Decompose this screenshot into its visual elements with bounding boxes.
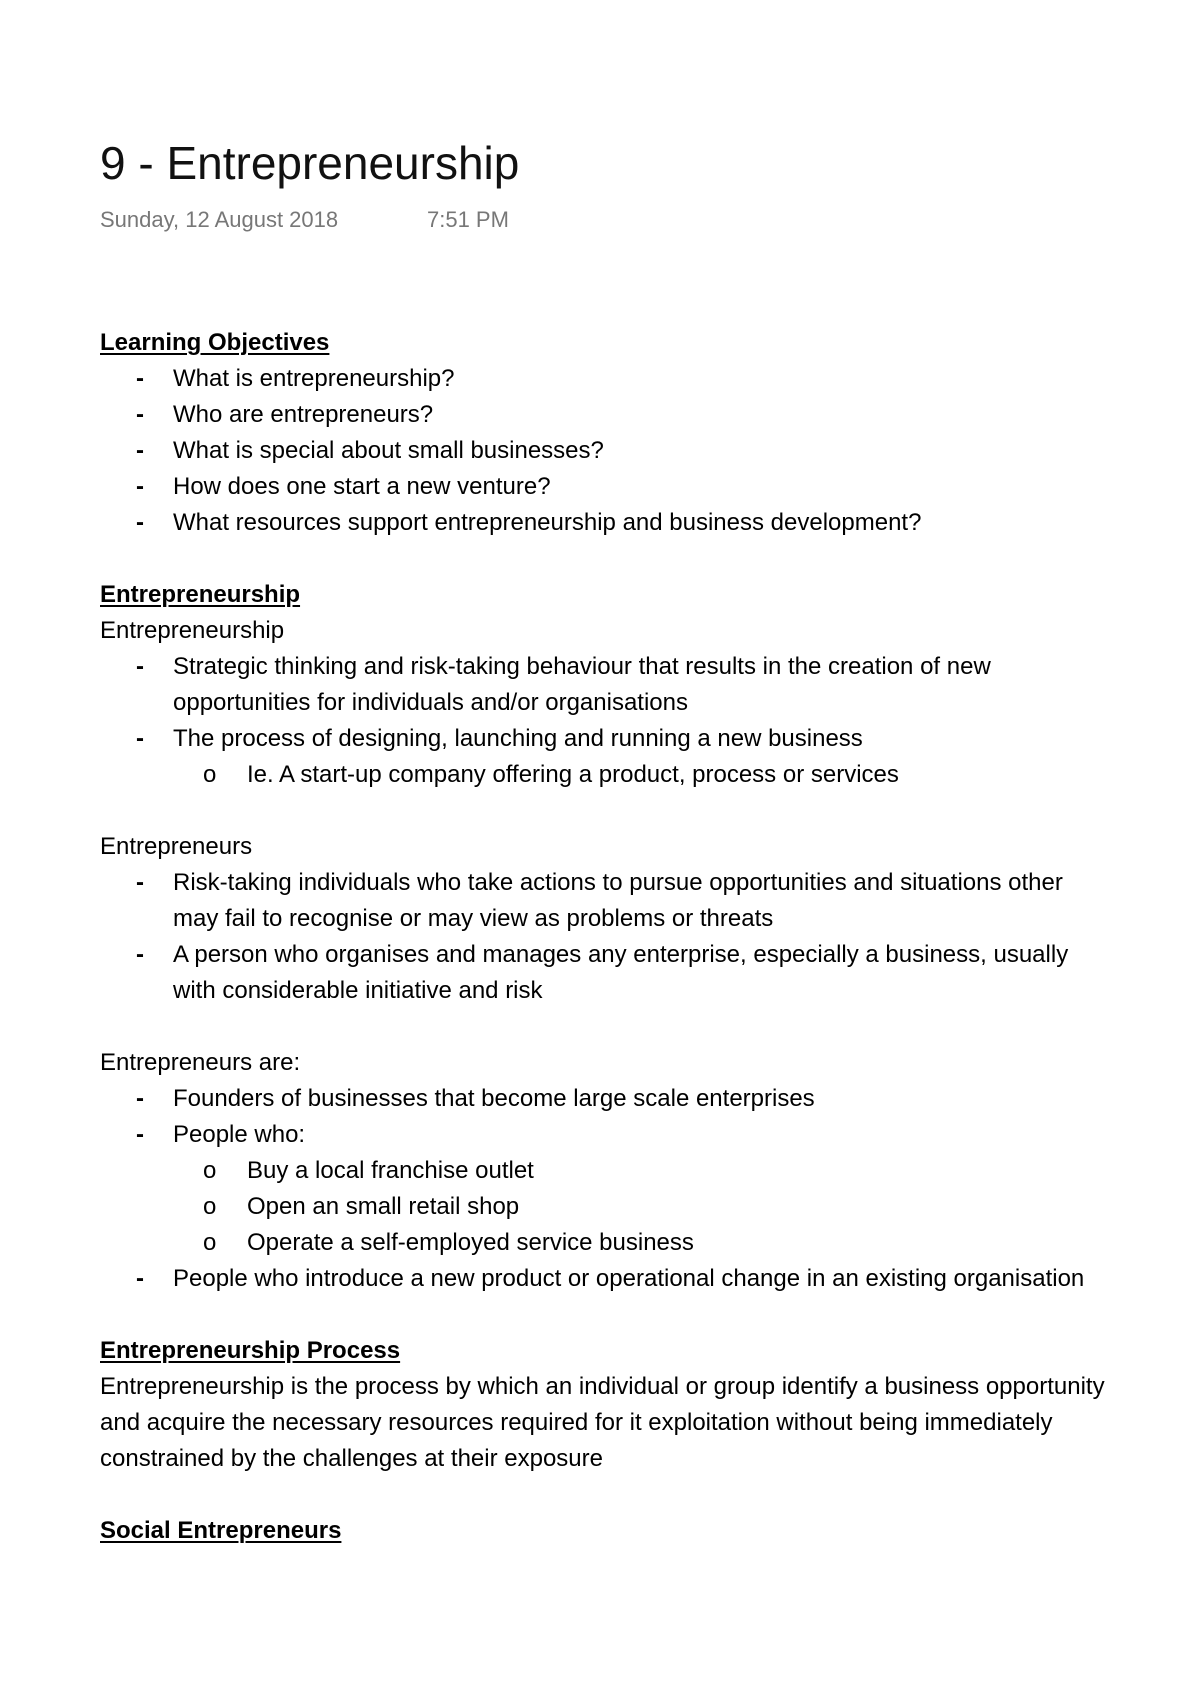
dash-bullet: - (136, 869, 144, 896)
subheading-entrepreneurship: Entrepreneurship (100, 617, 285, 644)
dash-bullet: - (136, 365, 144, 392)
entrepreneurship-list (100, 649, 1110, 793)
entrepreneurs-list (100, 865, 1110, 1009)
dash-bullet: - (136, 725, 144, 752)
note-date: Sunday, 12 August 2018 (100, 207, 339, 232)
sublist-item: o Open an small retail shop (247, 1189, 1110, 1225)
list-item: - Founders of businesses that become large scale enterprises (173, 1081, 1110, 1117)
circle-bullet: o (203, 761, 217, 788)
note-timestamp (100, 205, 509, 235)
learning-objectives-list (100, 361, 1110, 541)
list-item: - People who: o Buy a local franchise outlet o Open an small retail shop o Operate a self-employed service business (173, 1117, 1110, 1261)
spacer (100, 541, 1110, 577)
list-item: - What is entrepreneurship? (173, 361, 1110, 397)
entrepreneurs-are-list (100, 1081, 1110, 1297)
circle-bullet: o (203, 1157, 217, 1184)
page-title: 9 - Entrepreneurship (100, 137, 520, 189)
list-item: - What is special about small businesses? (173, 433, 1110, 469)
list-item: - A person who organises and manages any enterprise, especially a business, usually with considerable initiative and risk (173, 937, 1110, 1009)
dash-bullet: - (136, 1121, 144, 1148)
note-time: 7:51 PM (427, 207, 509, 232)
spacer (100, 1297, 1110, 1333)
subheading-entrepreneurs: Entrepreneurs (100, 833, 253, 860)
spacer (100, 793, 1110, 829)
dash-bullet: - (136, 437, 144, 464)
process-paragraph: Entrepreneurship is the process by which an individual or group identify a business opportunity and acquire the necessary resources required for it exploitation without being immediately constrained by the challenges at their exposure (100, 1373, 1105, 1472)
circle-bullet: o (203, 1229, 217, 1256)
dash-bullet: - (136, 401, 144, 428)
spacer (100, 1009, 1110, 1045)
sublist-item: o Operate a self-employed service business (247, 1225, 1110, 1261)
dash-bullet: - (136, 941, 144, 968)
section-heading-entrepreneurship: Entrepreneurship (100, 581, 301, 608)
note-body (100, 325, 1110, 1549)
dash-bullet: - (136, 473, 144, 500)
section-heading-learning-objectives: Learning Objectives (100, 329, 330, 356)
list-item: - Strategic thinking and risk-taking behaviour that results in the creation of new opportunities for individuals and/or organisations (173, 649, 1110, 721)
dash-bullet: - (136, 653, 144, 680)
dash-bullet: - (136, 509, 144, 536)
circle-bullet: o (203, 1193, 217, 1220)
list-item: - The process of designing, launching and running a new business o Ie. A start-up company offering a product, process or services (173, 721, 1110, 793)
people-who-sublist (173, 1153, 1110, 1261)
section-heading-process: Entrepreneurship Process (100, 1337, 401, 1364)
section-heading-social-entrepreneurs: Social Entrepreneurs (100, 1517, 342, 1544)
list-item: - Who are entrepreneurs? (173, 397, 1110, 433)
list-item: - Risk-taking individuals who take actions to pursue opportunities and situations other may fail to recognise or may view as problems or threats (173, 865, 1110, 937)
dash-bullet: - (136, 1085, 144, 1112)
spacer (100, 1477, 1110, 1513)
entrepreneurship-sublist (173, 757, 1110, 793)
list-item: - What resources support entrepreneurship and business development? (173, 505, 1110, 541)
sublist-item: o Buy a local franchise outlet (247, 1153, 1110, 1189)
sublist-item: o Ie. A start-up company offering a product, process or services (247, 757, 1110, 793)
dash-bullet: - (136, 1265, 144, 1292)
list-item: - How does one start a new venture? (173, 469, 1110, 505)
list-item: - People who introduce a new product or operational change in an existing organisation (173, 1261, 1110, 1297)
subheading-entrepreneurs-are: Entrepreneurs are: (100, 1049, 301, 1076)
